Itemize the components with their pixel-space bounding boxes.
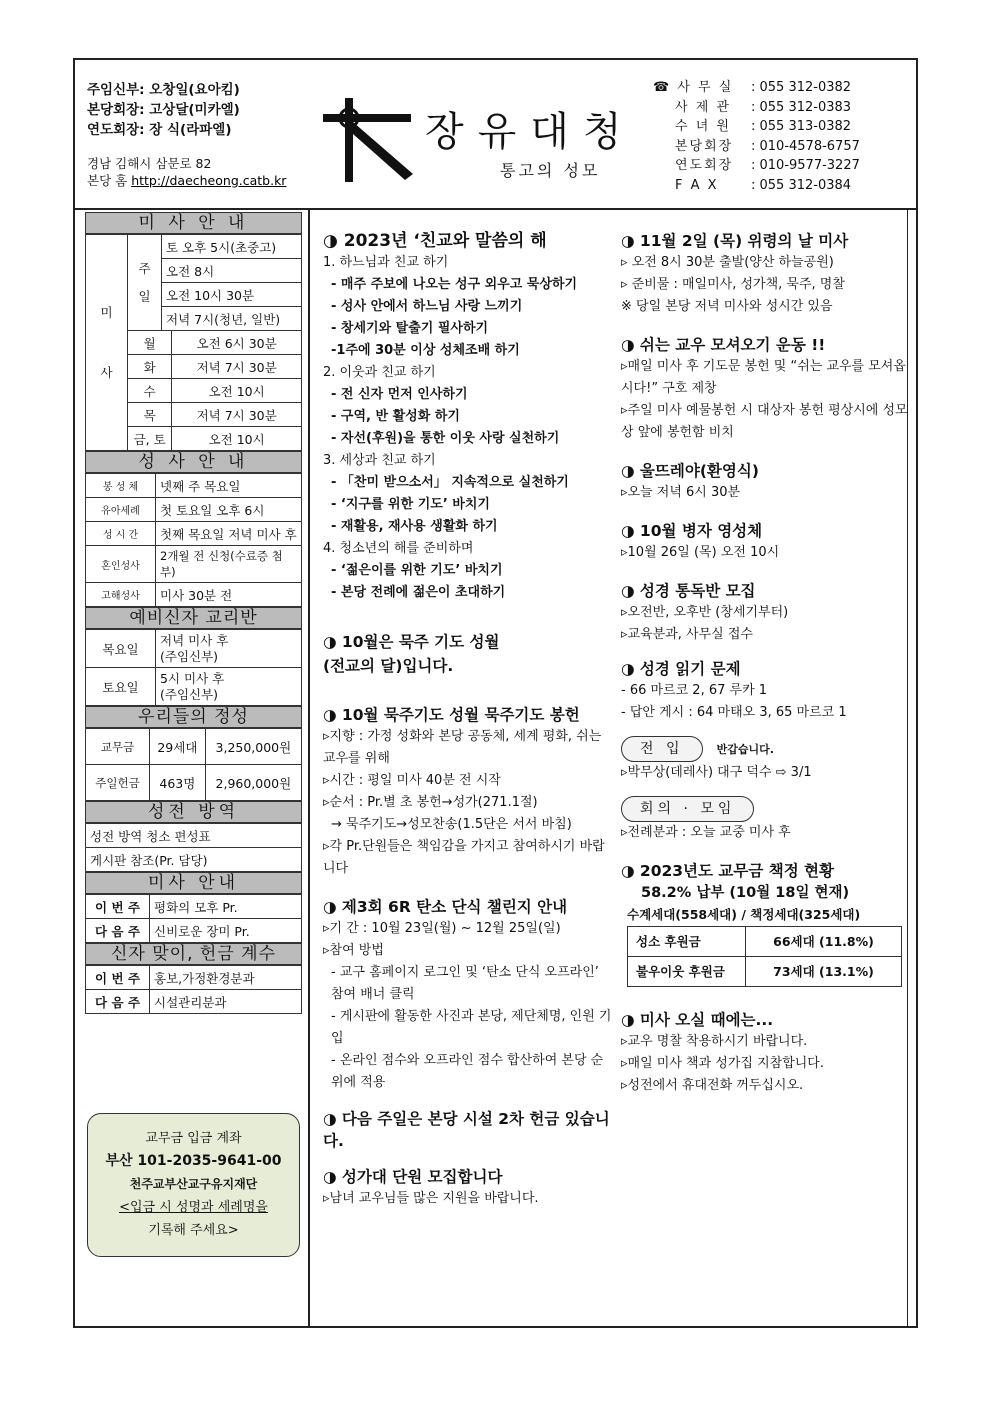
list-item: - 매주 주보에 나오는 성구 외우고 묵상하기 bbox=[331, 277, 578, 292]
dues-title: ◑ 2023년도 교무금 책정 현황 bbox=[621, 862, 835, 880]
list-item: 1. 하느님과 친교 하기 bbox=[323, 255, 449, 270]
dues-value: 66세대 (11.8%) bbox=[746, 927, 902, 957]
address-block bbox=[87, 155, 286, 189]
offering-count: 463명 bbox=[150, 765, 206, 801]
list-item: ▹시간 : 평일 미사 40분 전 시작 bbox=[323, 773, 501, 788]
cleaning-title: 성전 방역 bbox=[85, 801, 302, 823]
list-item: - 구역, 반 활성화 하기 bbox=[331, 409, 460, 424]
list-item: ▹교우 명찰 착용하시기 바랍니다. bbox=[621, 1034, 808, 1049]
contact-value: : 055 313-0382 bbox=[751, 119, 852, 134]
welcome-title: 신자 맞이, 헌금 계수 bbox=[85, 943, 302, 965]
meeting-text: ▹전례분과 : 오늘 교중 미사 후 bbox=[621, 825, 791, 840]
sacrament-time: 넷째 주 목요일 bbox=[156, 474, 302, 498]
mass-duty-title: 미사 안내 bbox=[85, 872, 302, 894]
all-souls-title: ◑ 11월 2일 (목) 위령의 날 미사 bbox=[621, 232, 849, 250]
list-item: ▹지향 : 가정 성화와 본당 공동체, 세계 평화, 쉬는 교우를 위해 bbox=[323, 729, 602, 766]
rosary-offering-title: ◑ 10월 묵주기도 성월 묵주기도 봉헌 bbox=[323, 706, 580, 724]
catechumen-day: 목요일 bbox=[86, 630, 156, 668]
mass-etiquette-title: ◑ 미사 오실 때에는... bbox=[621, 1011, 774, 1029]
list-item: ▹참여 방법 bbox=[323, 943, 384, 958]
offering-amount: 2,960,000원 bbox=[205, 765, 301, 801]
duty-group: 평화의 모후 Pr. bbox=[150, 895, 302, 919]
contact-label: 본당회장 bbox=[675, 138, 734, 154]
ultreya-text: ▹오늘 저녁 6시 30분 bbox=[621, 485, 741, 500]
transfer-text: ▹박무상(데레사) 대구 덕수 ⇨ 3/1 bbox=[621, 765, 812, 780]
duty-group: 홍보,가정환경분과 bbox=[150, 966, 302, 990]
offering-table bbox=[85, 728, 302, 801]
mass-etiquette-items bbox=[621, 1031, 909, 1097]
sacrament-table bbox=[85, 473, 302, 607]
list-item: ▹매일 미사 책과 성가집 지참합니다. bbox=[621, 1056, 824, 1071]
weekday-time: 오전 6시 30분 bbox=[172, 331, 302, 355]
list-item: - 본당 전례에 젊은이 초대하기 bbox=[331, 585, 506, 600]
list-item: ▹매일 미사 후 기도문 봉헌 및 “쉬는 교우를 모셔옵시다!” 구호 제창 bbox=[621, 359, 906, 396]
dues-households: 수계세대(558세대) / 책정세대(325세대) bbox=[627, 907, 861, 922]
offering-kind: 주일헌금 bbox=[86, 765, 150, 801]
lapsed-title: ◑ 쉬는 교우 모셔오기 운동 !! bbox=[621, 336, 826, 354]
contact-value: : 055 312-0382 bbox=[751, 80, 852, 95]
duty-week: 이 번 주 bbox=[86, 895, 150, 919]
offering-kind: 교무금 bbox=[86, 729, 150, 765]
catechumen-time: 저녁 미사 후 (주임신부) bbox=[156, 630, 302, 668]
contact-row bbox=[653, 176, 860, 196]
contact-label: 수 녀 원 bbox=[675, 119, 731, 134]
bible-study-items bbox=[621, 602, 909, 646]
weekday-day: 금, 토 bbox=[128, 427, 172, 451]
bible-quiz-items bbox=[621, 680, 909, 724]
weekday-time: 저녁 7시 30분 bbox=[172, 403, 302, 427]
contact-row bbox=[653, 98, 860, 118]
contact-value: : 055 312-0384 bbox=[751, 177, 852, 193]
list-item: - 66 마르코 2, 67 루카 1 bbox=[621, 683, 768, 698]
bank-holder: 천주교부산교구유지재단 bbox=[129, 1177, 258, 1191]
second-collection-title: ◑ 다음 주일은 본당 시설 2차 헌금 있습니다. bbox=[323, 1110, 610, 1150]
sacrament-name: 고해성사 bbox=[86, 583, 156, 607]
duty-week: 이 번 주 bbox=[86, 966, 150, 990]
list-item: - 답안 게시 : 64 마태오 3, 65 마르코 1 bbox=[621, 705, 847, 720]
sacrament-time: 2개월 전 신청(수료증 첨부) bbox=[156, 546, 302, 583]
bank-note: 기록해 주세요> bbox=[148, 1223, 239, 1238]
sunday-mass: 오전 8시 bbox=[162, 259, 302, 283]
contact-row bbox=[653, 117, 860, 137]
mass-schedule-title: 미 사 안 내 bbox=[85, 212, 302, 234]
list-item: ▹ 준비물 : 매일미사, 성가책, 묵주, 명찰 bbox=[621, 277, 845, 292]
catechumen-title: 예비신자 교리반 bbox=[85, 607, 302, 629]
offering-amount: 3,250,000원 bbox=[205, 729, 301, 765]
sacrament-time: 첫째 목요일 저녁 미사 후 bbox=[156, 522, 302, 546]
choir-text: ▹남녀 교우님들 많은 지원을 바랍니다. bbox=[323, 1191, 539, 1206]
choir-title: ◑ 성가대 단원 모집합니다 bbox=[323, 1168, 503, 1186]
carbon-challenge-title: ◑ 제3회 6R 탄소 단식 챌린지 안내 bbox=[323, 898, 568, 916]
offering-title: 우리들의 정성 bbox=[85, 706, 302, 728]
list-item: ▹기 간 : 10월 23일(월) ~ 12월 25일(일) bbox=[323, 921, 561, 936]
page-title: 장유대청 bbox=[425, 109, 636, 155]
year-theme-title: ◑ 2023년 ‘친교와 말씀의 해 bbox=[323, 231, 547, 251]
list-item: - 온라인 점수와 오프라인 점수 합산하여 본당 순위에 적용 bbox=[331, 1053, 604, 1090]
left-sidebar bbox=[85, 212, 302, 1014]
all-souls-items bbox=[621, 252, 909, 318]
list-item: - 「찬미 받으소서」 지속적으로 실천하기 bbox=[331, 475, 569, 490]
sunday-label: 주 일 bbox=[128, 235, 162, 331]
list-item: ▹각 Pr.단원들은 책임감을 가지고 참여하시기 바랍니다 bbox=[323, 839, 605, 876]
transfer-note: 반갑습니다. bbox=[716, 743, 774, 756]
column-divider bbox=[308, 210, 310, 1326]
anointing-text: ▹10월 26일 (목) 오전 10시 bbox=[621, 545, 780, 560]
leaders bbox=[87, 80, 240, 140]
list-item: 3. 세상과 친교 하기 bbox=[323, 453, 436, 468]
duty-group: 신비로운 장미 Pr. bbox=[150, 919, 302, 943]
weekday-day: 수 bbox=[128, 379, 172, 403]
list-item: ▹교육분과, 사무실 접수 bbox=[621, 627, 753, 642]
bible-study-title: ◑ 성경 통독반 모집 bbox=[621, 582, 756, 600]
bulletin-frame bbox=[73, 58, 918, 1328]
sacrament-name: 혼인성사 bbox=[86, 546, 156, 583]
weekday-time: 오전 10시 bbox=[172, 427, 302, 451]
contact-value: : 010-9577-3227 bbox=[751, 158, 860, 173]
list-item: - 재활용, 재사용 생활화 하기 bbox=[331, 519, 498, 534]
rosary-offering-items bbox=[323, 726, 615, 880]
sacrament-name: 유아세례 bbox=[86, 498, 156, 522]
sunday-mass: 저녁 7시(청년, 일반) bbox=[162, 307, 302, 331]
catechumen-table bbox=[85, 629, 302, 706]
offering-count: 29세대 bbox=[150, 729, 206, 765]
middle-column bbox=[323, 218, 615, 1210]
contact-row bbox=[653, 78, 860, 98]
carbon-challenge-items bbox=[323, 918, 615, 1094]
contact-row bbox=[653, 137, 860, 157]
list-item: ※ 당일 본당 저녁 미사와 성시간 있음 bbox=[621, 299, 833, 314]
list-item: ▹순서 : Pr.별 초 봉헌→성가(271.1절) bbox=[323, 795, 538, 810]
homepage-label: 본당 홈 bbox=[87, 173, 128, 188]
weekday-day: 월 bbox=[128, 331, 172, 355]
contacts bbox=[653, 78, 860, 195]
list-item: - 게시판에 활동한 사진과 본당, 제단체명, 인원 기입 bbox=[331, 1009, 612, 1046]
dues-item: 불우이웃 후원금 bbox=[628, 957, 746, 987]
contact-label: 연도회장 bbox=[675, 158, 734, 173]
leader-memorial: 연도회장: 장 식(라파엘) bbox=[87, 122, 232, 138]
mass-label: 미 사 bbox=[86, 235, 128, 451]
homepage-link[interactable]: http://daecheong.catb.kr bbox=[131, 173, 287, 188]
list-item: ▹ 오전 8시 30분 출발(양산 하늘공원) bbox=[621, 255, 834, 270]
bank-account: 부산 101-2035-9641-00 bbox=[105, 1153, 282, 1169]
meeting-badge: 회의 · 모임 bbox=[621, 796, 754, 822]
anointing-title: ◑ 10월 병자 영성체 bbox=[621, 522, 763, 540]
mass-schedule-table bbox=[85, 234, 302, 451]
duty-week: 다 음 주 bbox=[86, 990, 150, 1014]
list-item: 4. 청소년의 해를 준비하며 bbox=[323, 541, 474, 556]
list-item: - ‘젊은이를 위한 기도’ 바치기 bbox=[331, 563, 503, 578]
address: 경남 김해시 삼문로 82 bbox=[87, 156, 212, 171]
welcome-table bbox=[85, 965, 302, 1014]
duty-week: 다 음 주 bbox=[86, 919, 150, 943]
sacrament-time: 첫 토요일 오후 6시 bbox=[156, 498, 302, 522]
list-item: - 전 신자 먼저 인사하기 bbox=[331, 387, 468, 402]
contact-row bbox=[653, 156, 860, 176]
cleaning-item: 성전 방역 청소 편성표 bbox=[86, 824, 302, 848]
contact-label: 사 제 관 bbox=[675, 99, 731, 115]
list-item: - 자선(후원)을 통한 이웃 사랑 실천하기 bbox=[331, 431, 560, 446]
leader-president: 본당회장: 고상달(미카엘) bbox=[87, 102, 240, 118]
bank-account-box bbox=[87, 1113, 300, 1257]
catechumen-time: 5시 미사 후 (주임신부) bbox=[156, 668, 302, 706]
ultreya-title: ◑ 울뜨레야(환영식) bbox=[621, 462, 759, 480]
list-item: → 묵주기도→성모찬송(1.5단은 서서 바침) bbox=[331, 817, 572, 832]
list-item: - 창세기와 탈출기 필사하기 bbox=[331, 321, 489, 336]
right-column bbox=[621, 218, 909, 1097]
list-item: ▹오전반, 오후반 (창세기부터) bbox=[621, 605, 789, 620]
sacrament-title: 성 사 안 내 bbox=[85, 451, 302, 473]
catechumen-day: 토요일 bbox=[86, 668, 156, 706]
sunday-mass: 오전 10시 30분 bbox=[162, 283, 302, 307]
header bbox=[75, 60, 916, 210]
cleaning-table bbox=[85, 823, 302, 872]
list-item: ▹성전에서 휴대전화 꺼두십시오. bbox=[621, 1078, 804, 1093]
leader-pastor: 주임신부: 오창일(요아킴) bbox=[87, 82, 240, 98]
sunday-mass: 토 오후 5시(초중고) bbox=[162, 235, 302, 259]
dues-percent: 58.2% 납부 (10월 18일 현재) bbox=[641, 885, 850, 901]
contact-label: ☎ 사 무 실 bbox=[653, 80, 734, 95]
dues-item: 성소 후원금 bbox=[628, 927, 746, 957]
list-item: - ‘지구를 위한 기도’ 바치기 bbox=[331, 497, 490, 512]
bank-title: 교무금 입금 계좌 bbox=[145, 1131, 242, 1146]
weekday-time: 오전 10시 bbox=[172, 379, 302, 403]
list-item: -1주에 30분 이상 성체조배 하기 bbox=[331, 343, 520, 358]
weekday-day: 목 bbox=[128, 403, 172, 427]
contact-label: F A X bbox=[675, 177, 719, 193]
sacrament-name: 봉 성 체 bbox=[86, 474, 156, 498]
list-item: ▹주일 미사 예물봉헌 시 대상자 봉헌 평상시에 성모상 앞에 봉헌함 비치 bbox=[621, 403, 908, 440]
weekday-time: 저녁 7시 30분 bbox=[172, 355, 302, 379]
bank-note: <입금 시 성명과 세례명을 bbox=[119, 1200, 268, 1215]
list-item: - 성사 안에서 하느님 사랑 느끼기 bbox=[331, 299, 523, 314]
contact-value: : 010-4578-6757 bbox=[751, 138, 860, 154]
bible-quiz-title: ◑ 성경 읽기 문제 bbox=[621, 660, 741, 678]
sacrament-name: 성 시 간 bbox=[86, 522, 156, 546]
rosary-month-title: ◑ 10월은 묵주 기도 성월 (전교의 달)입니다. bbox=[323, 633, 500, 675]
cleaning-item: 게시판 참조(Pr. 담당) bbox=[86, 848, 302, 872]
cross-logo-icon bbox=[323, 94, 423, 184]
page-subtitle: 통고의 성모 bbox=[500, 161, 601, 180]
year-items bbox=[323, 252, 615, 604]
list-item: 2. 이웃과 친교 하기 bbox=[323, 365, 436, 380]
lapsed-items bbox=[621, 356, 909, 444]
contact-value: : 055 312-0383 bbox=[751, 99, 852, 115]
dues-table bbox=[627, 926, 902, 987]
list-item: - 교구 홈페이지 로그인 및 ‘탄소 단식 오프라인’ 참여 배너 클릭 bbox=[331, 965, 599, 1002]
transfer-badge: 전 입 bbox=[621, 736, 703, 762]
weekday-day: 화 bbox=[128, 355, 172, 379]
duty-group: 시설관리분과 bbox=[150, 990, 302, 1014]
dues-value: 73세대 (13.1%) bbox=[746, 957, 902, 987]
sacrament-time: 미사 30분 전 bbox=[156, 583, 302, 607]
mass-duty-table bbox=[85, 894, 302, 943]
